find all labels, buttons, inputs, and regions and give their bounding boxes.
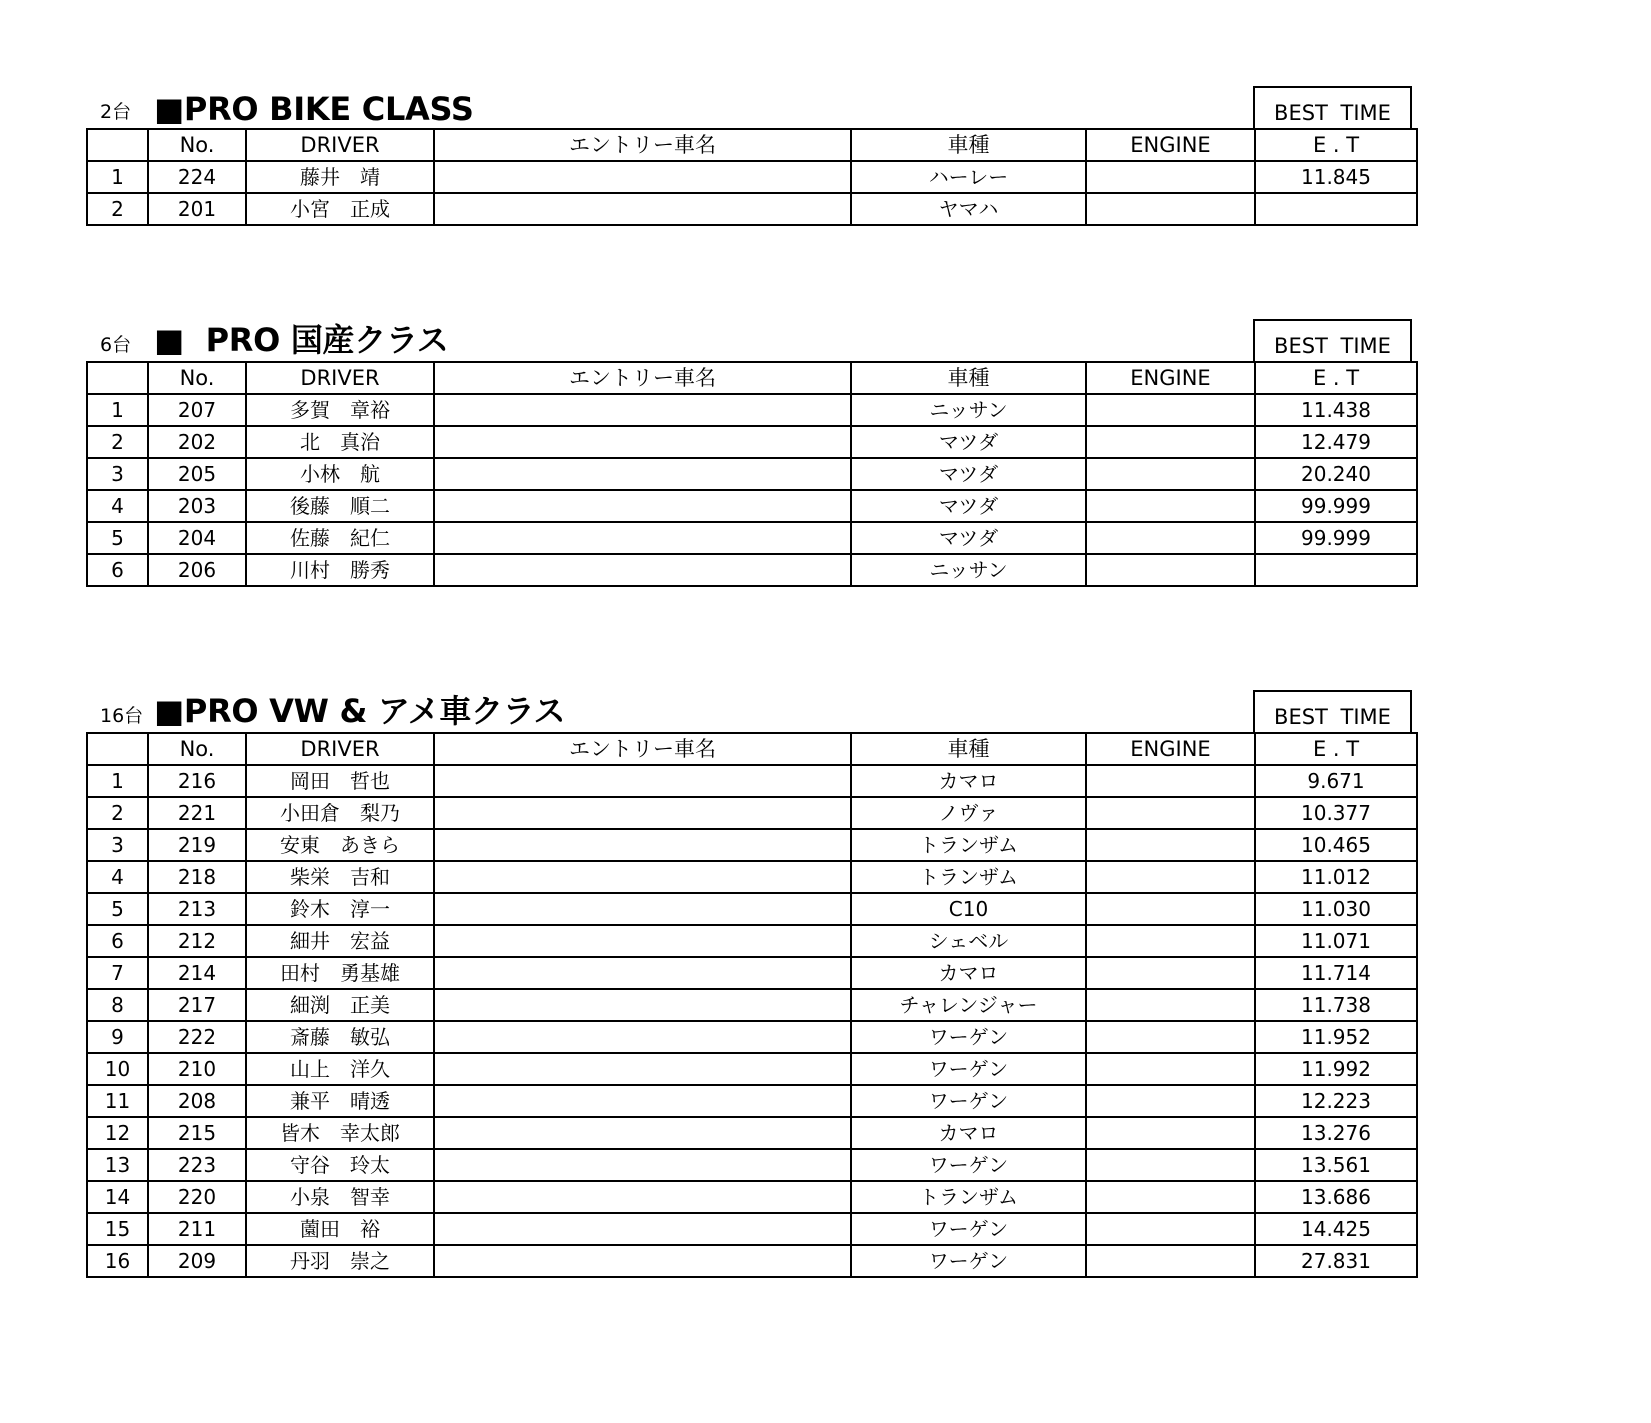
- cell-driver: 後藤 順二: [246, 490, 434, 522]
- vehicle-count: 2台: [100, 101, 132, 123]
- cell-number: 213: [148, 893, 246, 925]
- col-head-no: No.: [148, 362, 246, 394]
- col-head-engine: ENGINE: [1086, 362, 1255, 394]
- cell-position: 2: [87, 426, 148, 458]
- col-head-entry: エントリー車名: [434, 362, 851, 394]
- col-head-driver: DRIVER: [246, 733, 434, 765]
- cell-number: 219: [148, 829, 246, 861]
- cell-position: 1: [87, 765, 148, 797]
- cell-number: 209: [148, 1245, 246, 1277]
- cell-driver: 兼平 晴透: [246, 1085, 434, 1117]
- cell-entry-name: [434, 1021, 851, 1053]
- table-row: [87, 893, 1417, 925]
- cell-engine: [1086, 989, 1255, 1021]
- col-head-driver: DRIVER: [246, 129, 434, 161]
- cell-et: 11.438: [1255, 394, 1417, 426]
- cell-car-model: トランザム: [851, 861, 1086, 893]
- cell-engine: [1086, 1053, 1255, 1085]
- cell-driver: 柴栄 吉和: [246, 861, 434, 893]
- cell-car-model: トランザム: [851, 829, 1086, 861]
- cell-car-model: ワーゲン: [851, 1149, 1086, 1181]
- cell-engine: [1086, 861, 1255, 893]
- cell-entry-name: [434, 925, 851, 957]
- cell-entry-name: [434, 989, 851, 1021]
- cell-position: 8: [87, 989, 148, 1021]
- cell-et: 9.671: [1255, 765, 1417, 797]
- cell-entry-name: [434, 1053, 851, 1085]
- cell-car-model: マツダ: [851, 458, 1086, 490]
- cell-entry-name: [434, 554, 851, 586]
- section-pro-domestic: [86, 317, 1416, 587]
- cell-position: 3: [87, 829, 148, 861]
- cell-number: 220: [148, 1181, 246, 1213]
- col-head-driver: DRIVER: [246, 362, 434, 394]
- col-head-et: E . T: [1255, 129, 1417, 161]
- cell-driver: 小宮 正成: [246, 193, 434, 225]
- table-header-row: [87, 733, 1417, 765]
- cell-number: 214: [148, 957, 246, 989]
- cell-position: 9: [87, 1021, 148, 1053]
- cell-car-model: ワーゲン: [851, 1021, 1086, 1053]
- col-head-et: E . T: [1255, 733, 1417, 765]
- cell-car-model: チャレンジャー: [851, 989, 1086, 1021]
- table-row: [87, 1085, 1417, 1117]
- table-row: [87, 1053, 1417, 1085]
- cell-et: 12.223: [1255, 1085, 1417, 1117]
- cell-position: 2: [87, 797, 148, 829]
- cell-entry-name: [434, 522, 851, 554]
- cell-et: 13.686: [1255, 1181, 1417, 1213]
- cell-driver: 岡田 哲也: [246, 765, 434, 797]
- col-head-pos: [87, 129, 148, 161]
- table-row: [87, 426, 1417, 458]
- section-pro-vw-american: [86, 688, 1416, 1278]
- table-row: [87, 1213, 1417, 1245]
- cell-car-model: ワーゲン: [851, 1085, 1086, 1117]
- cell-driver: 田村 勇基雄: [246, 957, 434, 989]
- cell-car-model: ニッサン: [851, 394, 1086, 426]
- cell-et: 11.071: [1255, 925, 1417, 957]
- cell-driver: 鈴木 淳一: [246, 893, 434, 925]
- cell-entry-name: [434, 193, 851, 225]
- cell-et: 11.012: [1255, 861, 1417, 893]
- cell-driver: 山上 洋久: [246, 1053, 434, 1085]
- cell-number: 205: [148, 458, 246, 490]
- cell-et: 13.276: [1255, 1117, 1417, 1149]
- cell-position: 13: [87, 1149, 148, 1181]
- cell-engine: [1086, 458, 1255, 490]
- cell-driver: 丹羽 崇之: [246, 1245, 434, 1277]
- cell-et: 11.030: [1255, 893, 1417, 925]
- cell-engine: [1086, 1181, 1255, 1213]
- cell-et: 10.465: [1255, 829, 1417, 861]
- table-header-row: [87, 129, 1417, 161]
- cell-entry-name: [434, 1085, 851, 1117]
- table-row: [87, 394, 1417, 426]
- table-row: [87, 458, 1417, 490]
- cell-position: 10: [87, 1053, 148, 1085]
- cell-number: 221: [148, 797, 246, 829]
- class-title: ■ PRO 国産クラス: [154, 321, 449, 359]
- class-title: ■PRO BIKE CLASS: [154, 90, 474, 128]
- cell-car-model: マツダ: [851, 426, 1086, 458]
- col-head-car: 車種: [851, 129, 1086, 161]
- cell-entry-name: [434, 1149, 851, 1181]
- best-time-label: BEST TIME: [1253, 86, 1412, 128]
- cell-position: 4: [87, 490, 148, 522]
- cell-position: 14: [87, 1181, 148, 1213]
- vehicle-count: 16台: [100, 705, 144, 727]
- col-head-no: No.: [148, 733, 246, 765]
- col-head-car: 車種: [851, 733, 1086, 765]
- cell-number: 224: [148, 161, 246, 193]
- cell-et: 11.845: [1255, 161, 1417, 193]
- cell-position: 15: [87, 1213, 148, 1245]
- cell-driver: 細井 宏益: [246, 925, 434, 957]
- table-row: [87, 829, 1417, 861]
- cell-number: 217: [148, 989, 246, 1021]
- cell-number: 223: [148, 1149, 246, 1181]
- cell-driver: 薗田 裕: [246, 1213, 434, 1245]
- cell-number: 218: [148, 861, 246, 893]
- cell-entry-name: [434, 1117, 851, 1149]
- col-head-engine: ENGINE: [1086, 733, 1255, 765]
- cell-et: [1255, 554, 1417, 586]
- cell-engine: [1086, 554, 1255, 586]
- cell-entry-name: [434, 829, 851, 861]
- cell-driver: 北 真治: [246, 426, 434, 458]
- cell-number: 211: [148, 1213, 246, 1245]
- results-table: [86, 361, 1418, 587]
- cell-car-model: ワーゲン: [851, 1245, 1086, 1277]
- col-head-et: E . T: [1255, 362, 1417, 394]
- cell-engine: [1086, 893, 1255, 925]
- cell-position: 3: [87, 458, 148, 490]
- best-time-label: BEST TIME: [1253, 319, 1412, 361]
- cell-engine: [1086, 1021, 1255, 1053]
- cell-car-model: ニッサン: [851, 554, 1086, 586]
- col-head-engine: ENGINE: [1086, 129, 1255, 161]
- cell-entry-name: [434, 394, 851, 426]
- cell-position: 1: [87, 161, 148, 193]
- cell-engine: [1086, 161, 1255, 193]
- col-head-car: 車種: [851, 362, 1086, 394]
- cell-et: 99.999: [1255, 490, 1417, 522]
- cell-car-model: カマロ: [851, 765, 1086, 797]
- col-head-no: No.: [148, 129, 246, 161]
- cell-number: 210: [148, 1053, 246, 1085]
- cell-car-model: シェベル: [851, 925, 1086, 957]
- cell-et: 11.992: [1255, 1053, 1417, 1085]
- cell-number: 222: [148, 1021, 246, 1053]
- cell-position: 4: [87, 861, 148, 893]
- table-row: [87, 1149, 1417, 1181]
- cell-car-model: ワーゲン: [851, 1213, 1086, 1245]
- cell-number: 212: [148, 925, 246, 957]
- table-row: [87, 1181, 1417, 1213]
- cell-entry-name: [434, 957, 851, 989]
- table-row: [87, 193, 1417, 225]
- cell-et: 11.952: [1255, 1021, 1417, 1053]
- cell-engine: [1086, 490, 1255, 522]
- cell-number: 204: [148, 522, 246, 554]
- cell-driver: 小泉 智幸: [246, 1181, 434, 1213]
- col-head-pos: [87, 362, 148, 394]
- cell-engine: [1086, 193, 1255, 225]
- cell-engine: [1086, 1149, 1255, 1181]
- cell-car-model: ヤマハ: [851, 193, 1086, 225]
- cell-car-model: ノヴァ: [851, 797, 1086, 829]
- table-row: [87, 925, 1417, 957]
- cell-entry-name: [434, 426, 851, 458]
- cell-et: 12.479: [1255, 426, 1417, 458]
- cell-position: 1: [87, 394, 148, 426]
- table-row: [87, 1245, 1417, 1277]
- cell-driver: 藤井 靖: [246, 161, 434, 193]
- table-row: [87, 554, 1417, 586]
- table-row: [87, 989, 1417, 1021]
- cell-entry-name: [434, 1181, 851, 1213]
- cell-driver: 小田倉 梨乃: [246, 797, 434, 829]
- section-pro-bike: [86, 84, 1416, 226]
- cell-et: 11.714: [1255, 957, 1417, 989]
- cell-engine: [1086, 394, 1255, 426]
- cell-car-model: マツダ: [851, 522, 1086, 554]
- cell-number: 207: [148, 394, 246, 426]
- table-row: [87, 1117, 1417, 1149]
- cell-driver: 守谷 玲太: [246, 1149, 434, 1181]
- results-table: [86, 128, 1418, 226]
- cell-engine: [1086, 925, 1255, 957]
- cell-car-model: ワーゲン: [851, 1053, 1086, 1085]
- table-row: [87, 490, 1417, 522]
- cell-driver: 佐藤 紀仁: [246, 522, 434, 554]
- cell-engine: [1086, 797, 1255, 829]
- vehicle-count: 6台: [100, 334, 132, 356]
- col-head-entry: エントリー車名: [434, 733, 851, 765]
- cell-et: 20.240: [1255, 458, 1417, 490]
- cell-engine: [1086, 1245, 1255, 1277]
- cell-engine: [1086, 829, 1255, 861]
- cell-number: 203: [148, 490, 246, 522]
- cell-entry-name: [434, 893, 851, 925]
- cell-car-model: ハーレー: [851, 161, 1086, 193]
- cell-engine: [1086, 957, 1255, 989]
- cell-driver: 細渕 正美: [246, 989, 434, 1021]
- cell-driver: 皆木 幸太郎: [246, 1117, 434, 1149]
- cell-position: 5: [87, 893, 148, 925]
- cell-position: 12: [87, 1117, 148, 1149]
- cell-driver: 斎藤 敏弘: [246, 1021, 434, 1053]
- section-header: [86, 317, 1416, 361]
- cell-driver: 安東 あきら: [246, 829, 434, 861]
- cell-car-model: カマロ: [851, 957, 1086, 989]
- best-time-label: BEST TIME: [1253, 690, 1412, 732]
- cell-number: 215: [148, 1117, 246, 1149]
- cell-position: 6: [87, 925, 148, 957]
- cell-et: 27.831: [1255, 1245, 1417, 1277]
- col-head-entry: エントリー車名: [434, 129, 851, 161]
- cell-engine: [1086, 426, 1255, 458]
- cell-engine: [1086, 1117, 1255, 1149]
- cell-car-model: C10: [851, 893, 1086, 925]
- cell-entry-name: [434, 797, 851, 829]
- cell-entry-name: [434, 1245, 851, 1277]
- cell-entry-name: [434, 765, 851, 797]
- cell-position: 6: [87, 554, 148, 586]
- cell-number: 201: [148, 193, 246, 225]
- cell-position: 11: [87, 1085, 148, 1117]
- cell-et: 10.377: [1255, 797, 1417, 829]
- cell-et: [1255, 193, 1417, 225]
- table-header-row: [87, 362, 1417, 394]
- cell-et: 11.738: [1255, 989, 1417, 1021]
- cell-car-model: カマロ: [851, 1117, 1086, 1149]
- cell-et: 14.425: [1255, 1213, 1417, 1245]
- cell-driver: 川村 勝秀: [246, 554, 434, 586]
- table-row: [87, 765, 1417, 797]
- table-row: [87, 797, 1417, 829]
- cell-entry-name: [434, 458, 851, 490]
- cell-engine: [1086, 1213, 1255, 1245]
- cell-et: 13.561: [1255, 1149, 1417, 1181]
- table-row: [87, 861, 1417, 893]
- cell-engine: [1086, 765, 1255, 797]
- cell-entry-name: [434, 1213, 851, 1245]
- cell-engine: [1086, 522, 1255, 554]
- table-row: [87, 1021, 1417, 1053]
- cell-number: 206: [148, 554, 246, 586]
- table-row: [87, 957, 1417, 989]
- table-row: [87, 522, 1417, 554]
- cell-entry-name: [434, 161, 851, 193]
- cell-car-model: マツダ: [851, 490, 1086, 522]
- class-title: ■PRO VW & アメ車クラス: [154, 692, 566, 730]
- cell-position: 5: [87, 522, 148, 554]
- cell-number: 202: [148, 426, 246, 458]
- cell-entry-name: [434, 490, 851, 522]
- cell-position: 7: [87, 957, 148, 989]
- cell-et: 99.999: [1255, 522, 1417, 554]
- cell-driver: 小林 航: [246, 458, 434, 490]
- cell-position: 16: [87, 1245, 148, 1277]
- results-table: [86, 732, 1418, 1278]
- cell-number: 216: [148, 765, 246, 797]
- section-header: [86, 84, 1416, 128]
- cell-number: 208: [148, 1085, 246, 1117]
- col-head-pos: [87, 733, 148, 765]
- cell-car-model: トランザム: [851, 1181, 1086, 1213]
- cell-engine: [1086, 1085, 1255, 1117]
- section-header: [86, 688, 1416, 732]
- table-row: [87, 161, 1417, 193]
- cell-position: 2: [87, 193, 148, 225]
- cell-entry-name: [434, 861, 851, 893]
- cell-driver: 多賀 章裕: [246, 394, 434, 426]
